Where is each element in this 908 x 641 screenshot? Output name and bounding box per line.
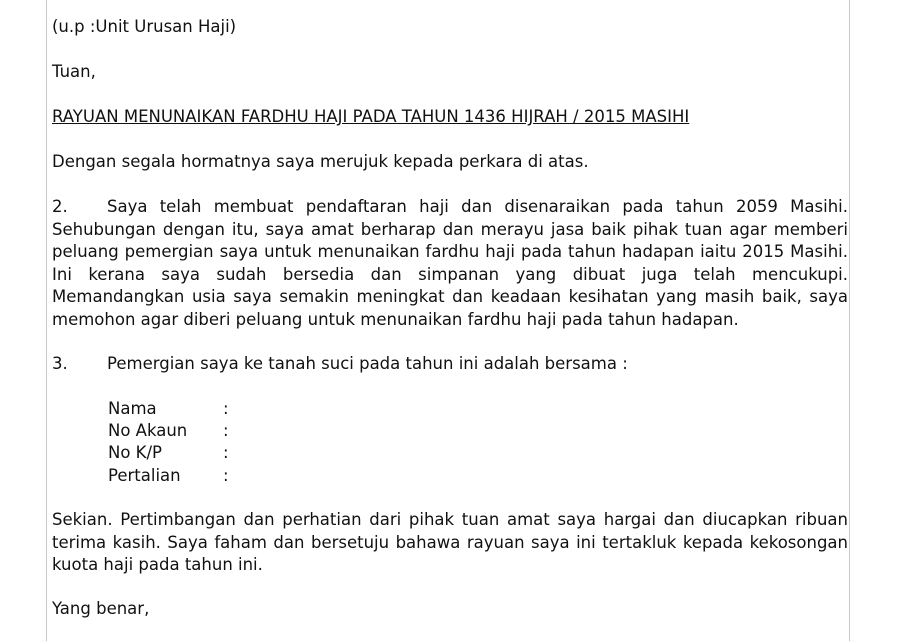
field-colon: : (223, 421, 229, 440)
paragraph-number: 3. (52, 354, 68, 373)
paragraph-2 (52, 196, 848, 331)
field-row-no-akaun (52, 420, 848, 442)
field-colon: : (223, 466, 229, 485)
closing-paragraph: Sekian. Pertimbangan dan perhatian dari pihak tuan amat saya hargai dan diucapkan ribuan terima kasih. Saya faham dan bersetuju bahawa rayuan saya ini tertakluk kepada kekosongan kuota haji pada tahun ini. (52, 510, 848, 574)
field-label: Nama (108, 399, 157, 418)
signoff: Yang benar, (52, 599, 150, 618)
field-label: No Akaun (108, 421, 188, 440)
left-margin-line (46, 0, 47, 641)
field-label: Pertalian (108, 466, 181, 485)
paragraph-text: Saya telah membuat pendaftaran haji dan disenaraikan pada tahun 2059 Masihi. Sehubungan dengan itu, saya amat berharap dan merayu jasa baik pihak tuan agar memberi peluang pemergian saya untuk menunaikan fardhu haji pada tahun hadapan iaitu 2015 Masihi. Ini kerana saya sudah bersedia dan simpanan yang dibuat juga telah mencukupi. Memandangkan usia saya semakin meningkat dan keadaan kesihatan yang masih baik, saya memohon agar diberi peluang untuk menunaikan fardhu haji pada tahun hadapan. (52, 197, 848, 329)
field-colon: : (223, 443, 229, 462)
field-row-nama (52, 398, 848, 420)
field-row-pertalian (52, 465, 848, 487)
paragraph-number: 2. (52, 197, 68, 216)
attention-line: (u.p :Unit Urusan Haji) (52, 17, 237, 36)
right-margin-line (849, 0, 850, 641)
subject-heading: RAYUAN MENUNAIKAN FARDHU HAJI PADA TAHUN 1436 HIJRAH / 2015 MASIHI (52, 107, 690, 126)
salutation: Tuan, (52, 62, 96, 81)
field-colon: : (223, 399, 229, 418)
opening-sentence: Dengan segala hormatnya saya merujuk kepada perkara di atas. (52, 152, 589, 171)
paragraph-text: Pemergian saya ke tanah suci pada tahun ini adalah bersama : (107, 354, 628, 373)
field-row-no-kp (52, 442, 848, 464)
paragraph-3 (52, 353, 848, 376)
field-label: No K/P (108, 443, 163, 462)
